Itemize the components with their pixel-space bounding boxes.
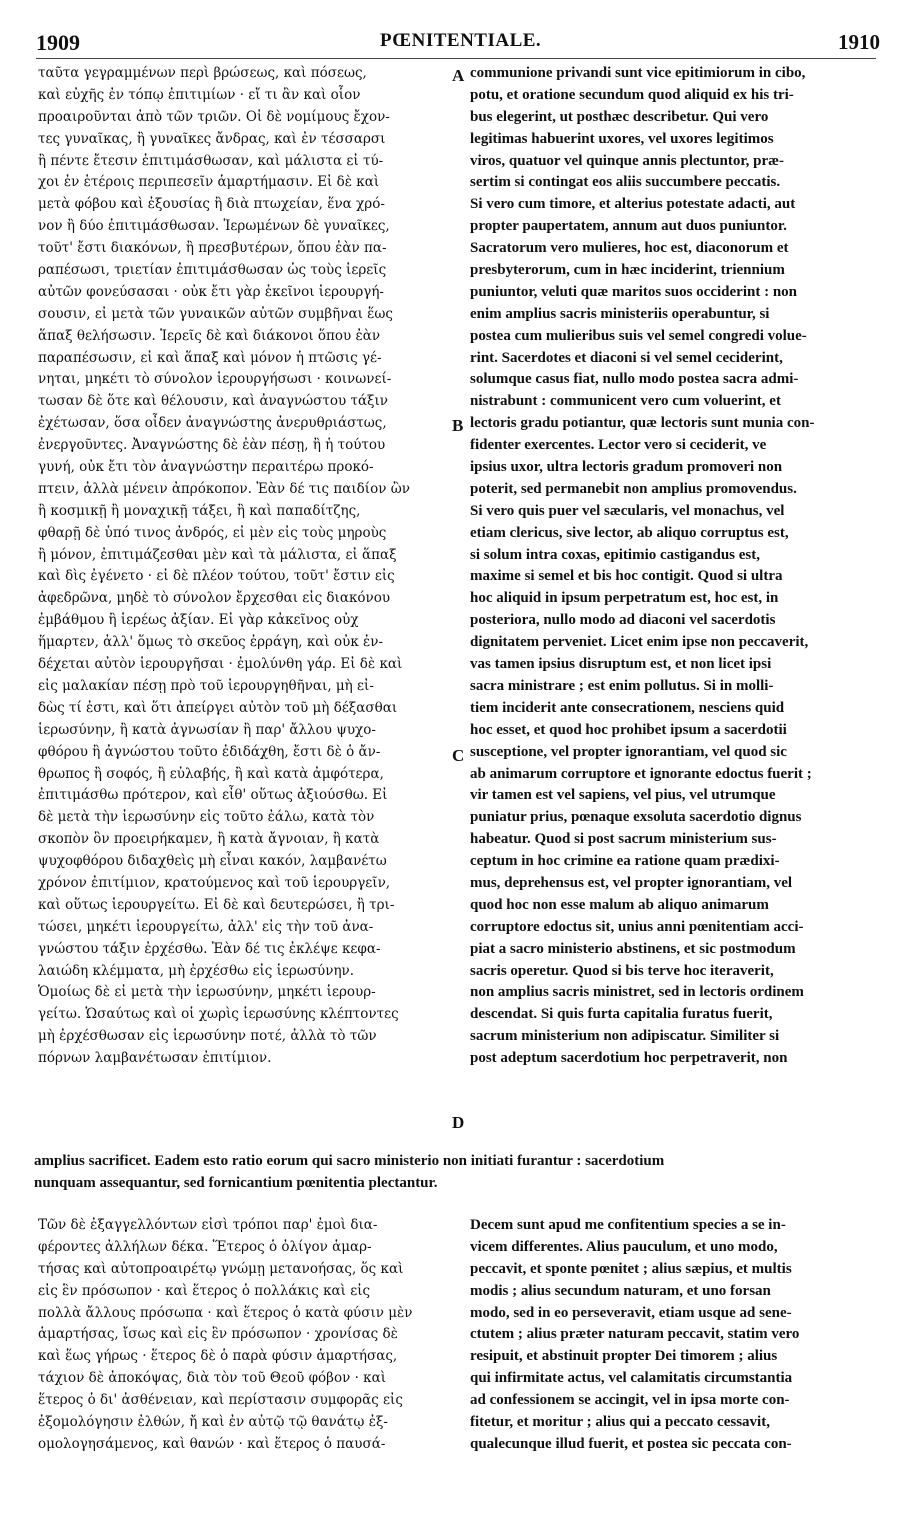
greek-line: ἱερωσύνην, ἢ κατὰ ἀγνωσίαν ἢ παρ' ἄλλου ψυχο- xyxy=(38,721,376,738)
latin-line: sacrum ministerium non adipiscatur. Similiter si xyxy=(470,1028,780,1045)
greek-line: ραπέσωσι, τριετίαν ἐπιτιμάσθωσαν ὡς τοὺς ἱερεῖς xyxy=(38,262,387,279)
greek-line: φθαρῇ δὲ ὑπό τινος ἀνδρός, εἰ μὲν εἰς τοὺς μηροὺς xyxy=(38,524,387,541)
greek-line: καὶ οὕτως ἱερουργείτω. Εἰ δὲ καὶ δευτερώσει, ἢ τρι- xyxy=(38,896,395,913)
latin-line: post adeptum sacerdotium hoc perpetraverit, non xyxy=(470,1050,788,1067)
latin-line: postea cum mulieribus suis vel semel congredi volue- xyxy=(470,327,807,344)
greek-line: ἐνεργοῦντες. Ἀναγνώστης δὲ ἐὰν πέσῃ, ἢ ἡ τούτου xyxy=(38,437,386,454)
greek-line: πολλὰ ἄλλους πρόσωπα · καὶ ἕτερος ὁ κατὰ φύσιν μὲν xyxy=(38,1304,413,1321)
latin-column-2 xyxy=(470,1215,880,1456)
greek-line: αὐτῶν φονεύσασαι · οὐκ ἔτι γὰρ ἐκεῖνοι ἱερουργή- xyxy=(38,283,384,300)
latin-line: fitetur, et moritur ; alius qui a peccato cessavit, xyxy=(470,1414,770,1431)
greek-line: Ὁμοίως δὲ εἰ μετὰ τὴν ἱερωσύνην, μηκέτι ἱερουρ- xyxy=(38,984,376,1001)
greek-column xyxy=(38,63,454,1070)
greek-line: πόρνων λαμβανέτωσαν ἐπιτίμιον. xyxy=(38,1050,272,1067)
latin-line: qualecunque illud fuerit, et postea sic peccata con- xyxy=(470,1435,792,1452)
latin-line: ceptum in hoc crimine ea ratione quam prædixi- xyxy=(470,853,780,870)
greek-line: ομολογησάμενος, καὶ θανών · καὶ ἕτερος ὁ παυσά- xyxy=(38,1435,386,1452)
greek-line: τήσας καὶ αὐτοπροαιρέτῳ γνώμῃ μετανοήσας, ὅς καὶ xyxy=(38,1260,404,1277)
greek-line: εἰς μαλακίαν πέσῃ πρὸ τοῦ ἱερουργηθῆναι, μὴ εἰ- xyxy=(38,677,374,694)
greek-line: ἥμαρτεν, ἀλλ' ὅμως τὸ σκεῦος ἐρράγη, καὶ οὐκ ἐν- xyxy=(38,634,384,651)
greek-line: ἕτερος ὁ δι' ἀσθένειαν, καὶ περίστασιν συμφορᾶς εἰς xyxy=(38,1392,403,1409)
greek-line: γνώστου τάξιν ἐρχέσθω. Ἐὰν δέ τις ἐκλέψε κεφα- xyxy=(38,940,381,957)
latin-line: vir tamen est vel sapiens, vel pius, vel utrumque xyxy=(470,787,776,804)
greek-line: νηται, μηκέτι τὸ σύνολον ἱερουργήσωσι · κοινωνεί- xyxy=(38,371,392,388)
full-width-line: amplius sacrificet. Eadem esto ratio eorum qui sacro ministerio non initiati furantur : sacerdotium xyxy=(34,1153,665,1169)
latin-line: vicem differentes. Alius pauculum, et uno modo, xyxy=(470,1238,778,1255)
latin-line: descendat. Si quis furta capitalia furatus fuerit, xyxy=(470,1006,773,1023)
latin-line: tiem inciderit ante consecrationem, nesciens quid xyxy=(470,699,785,716)
latin-line: hoc esset, et quod hoc prohibet ipsum a sacerdotii xyxy=(470,721,787,738)
latin-line: rint. Sacerdotes et diaconi si vel semel ceciderint, xyxy=(470,349,783,366)
greek-line: ἐξομολόγησιν ἐλθών, ἤ καὶ ἐν αὐτῷ τῷ θανάτῳ ἐξ- xyxy=(38,1414,388,1431)
latin-line: ad confessionem se accingit, vel in ipsa morte con- xyxy=(470,1392,790,1409)
latin-line: nistrabunt : communicent vero cum voluerint, et xyxy=(470,393,781,410)
header-rule xyxy=(36,58,876,59)
greek-line: τάχιον δὲ ἀποκόψας, διὰ τὸν τοῦ Θεοῦ φόβον · καὶ xyxy=(38,1370,387,1387)
latin-line: susceptione, vel propter ignorantiam, vel quod sic xyxy=(470,743,787,760)
greek-line: τοῦτ' ἔστι διακόνων, ἢ πρεσβυτέρων, ὅπου ἐὰν πα- xyxy=(38,240,387,257)
greek-line: σουσιν, εἰ μετὰ τῶν γυναικῶν αὐτῶν συμβῆναι ἕως xyxy=(38,305,393,322)
latin-line: potu, et oratione secundum quod aliquid ex his tri- xyxy=(470,86,794,103)
latin-line: enim amplius sacris ministeriis operabuntur, si xyxy=(470,305,770,322)
latin-line: resipuit, et abstinuit propter Dei timorem ; alius xyxy=(470,1348,778,1365)
full-width-line: nunquam assequantur, sed fornicantium pœnitentia plectantur. xyxy=(34,1174,438,1191)
greek-line: χρόνον ἐπιτίμιον, κρατούμενος καὶ τοῦ ἱερουργεῖν, xyxy=(38,874,391,891)
latin-line: sacris operetur. Quod si bis terve hoc iteraverit, xyxy=(470,962,774,979)
greek-line: ἐμβάθμου ἢ ἱερέως ἀξίαν. Εἰ γὰρ κἀκεῖνος οὐχ xyxy=(38,612,359,629)
greek-line: δὼς τί ἐστι, καὶ ὅτι ἀπείργει αὐτὸν τοῦ μὴ δέξασθαι xyxy=(38,699,398,716)
page-number-right: 1910 xyxy=(838,30,880,54)
greek-line: Τῶν δὲ ἐξαγγελλόντων εἰσὶ τρόποι παρ' ἐμοὶ δια- xyxy=(38,1217,378,1233)
latin-line: non amplius sacris ministret, sed in lectoris ordinem xyxy=(470,984,804,1001)
greek-line: ψυχοφθόρου διδαχθεὶς μὴ εἶναι κακόν, λαμβανέτω xyxy=(38,853,387,870)
latin-line: qui infirmitate actus, vel calamitatis circumstantia xyxy=(470,1370,793,1387)
greek-line: δέχεται αὐτὸν ἱερουργῆσαι · ἐμολύνθη γάρ. Εἰ δὲ καὶ xyxy=(38,656,403,673)
latin-line: communione privandi sunt vice epitimiorum in cibo, xyxy=(470,65,806,81)
greek-line: ἁμαρτήσας, ἴσως καὶ εἰς ἓν πρόσωπον · χρονίσας δὲ xyxy=(38,1326,398,1343)
latin-line: lectoris gradu potiantur, quæ lectoris sunt munia con- xyxy=(470,415,815,432)
latin-line: Decem sunt apud me confitentium species a se in- xyxy=(470,1217,786,1233)
full-width-text xyxy=(34,1151,884,1195)
greek-line: δὲ μετὰ τὴν ἱερωσύνην εἰς τοῦτο ἐάλω, κατὰ τὸν xyxy=(38,809,375,826)
latin-line: poterit, sed permanebit non amplius promovendus. xyxy=(470,480,797,497)
latin-line: dignitatem perveniet. Licet enim ipse non peccaverit, xyxy=(470,634,809,651)
greek-line: τωσαν δὲ ὅτε καὶ θέλουσιν, καὶ ἀναγνώστου τάξιν xyxy=(38,393,388,410)
latin-line: modis ; alius secundum naturam, et uno forsan xyxy=(470,1282,771,1299)
latin-line: peccavit, et sponte pœnitet ; alius sæpius, et multis xyxy=(470,1260,792,1277)
latin-line: corruptore edoctus sit, unius anni pœnitentiam acci- xyxy=(470,918,804,935)
latin-line: habeatur. Quod si post sacrum ministerium sus- xyxy=(470,831,777,848)
margin-letter-d: D xyxy=(452,1113,465,1132)
latin-line: hoc aliquid in ipsum perpetratum est, hoc est, in xyxy=(470,590,779,607)
page-number-left: 1909 xyxy=(36,30,80,55)
latin-column xyxy=(470,63,880,1070)
greek-line: ἐπιτιμάσθω πρότερον, καὶ εἶθ' οὕτως ἀξιούσθω. Εἰ xyxy=(38,787,388,804)
greek-column-2 xyxy=(38,1215,454,1456)
latin-line: Si vero quis puer vel sæcularis, vel monachus, vel xyxy=(470,502,785,519)
greek-line: ἀφεδρῶνα, μηδὲ τὸ σύνολον ἔρχεσθαι εἰς διακόνου xyxy=(38,590,391,607)
latin-line: ctutem ; alius præter naturam peccavit, statim vero xyxy=(470,1326,800,1343)
greek-line: ταῦτα γεγραμμένων περὶ βρώσεως, καὶ πόσεως, xyxy=(38,65,367,81)
margin-letter-c: C xyxy=(452,746,465,765)
margin-letter-a: A xyxy=(452,66,465,85)
latin-line: vas tamen ipsius disruptum est, et non licet ipsi xyxy=(470,656,772,673)
latin-line: solumque casus fiat, nullo modo postea sacra admi- xyxy=(470,371,799,388)
greek-line: μὴ ἐρχέσθωσαν εἰς ἱερωσύνην ποτέ, ἀλλὰ τὸ τῶν xyxy=(38,1028,377,1045)
latin-line: modo, sed in eo perseveravit, etiam usque ad sene- xyxy=(470,1304,792,1321)
latin-line: legitimas habuerint uxores, vel uxores legitimos xyxy=(470,130,774,147)
greek-line: ἅπαξ θελήσωσιν. Ἱερεῖς δὲ καὶ διάκονοι ὅπου ἐὰν xyxy=(38,327,381,344)
greek-line: τώσει, μηκέτι ἱερουργείτω, ἀλλ' εἰς τὴν τοῦ ἀνα- xyxy=(38,918,374,935)
greek-line: ἢ μόνον, ἐπιτιμάζεσθαι μὲν καὶ τὰ μάλιστα, εἰ ἅπαξ xyxy=(38,546,397,563)
latin-line: fidenter exercentes. Lector vero si ceciderit, ve xyxy=(470,437,767,454)
latin-line: posteriora, nullo modo ad diaconi vel sacerdotis xyxy=(470,612,776,629)
greek-line: παραπέσωσιν, εἰ καὶ ἅπαξ καὶ μόνον ἡ πτῶσις γέ- xyxy=(38,349,382,366)
greek-line: καὶ ἕως γήρως · ἕτερος δὲ ὁ παρὰ φύσιν ἁμαρτήσας, xyxy=(38,1348,398,1365)
greek-line: λαιώδη κλέμματα, μὴ ἐρχέσθω εἰς ἱερωσύνην. xyxy=(38,962,355,979)
latin-line: propter paupertatem, annum aut duos puniuntor. xyxy=(470,218,787,235)
greek-line: χοι ἐν ἑτέροις περιπεσεῖν ἁμαρτήμασιν. Εἰ δὲ καὶ xyxy=(38,174,380,191)
greek-line: καὶ εὐχῆς ἐν τόπῳ ἐπιτιμίων · εἴ τι ἂν καὶ οἷον xyxy=(38,86,361,103)
latin-line: maxime si semel et bis hoc contigit. Quod si ultra xyxy=(470,568,783,585)
greek-line: ἢ πέντε ἔτεσιν ἐπιτιμάσθωσαν, καὶ μάλιστα εἰ τύ- xyxy=(38,152,384,169)
latin-line: puniatur prius, pœnaque exsoluta sacerdotio dignus xyxy=(470,809,802,826)
greek-line: τες γυναῖκας, ἢ γυναῖκες ἄνδρας, καὶ ἐν τέσσαρσι xyxy=(38,130,386,147)
latin-line: Si vero cum timore, et alterius potestate adacti, aut xyxy=(470,196,796,213)
greek-line: πτειν, ἀλλὰ μένειν ἀπρόκοπον. Ἐὰν δέ τις παιδίον ὢν xyxy=(38,480,410,497)
latin-line: piat a sacro ministerio abstinens, et sic postmodum xyxy=(470,940,796,957)
latin-line: presbyterorum, cum in hæc inciderint, triennium xyxy=(470,262,785,279)
greek-line: καὶ δὶς ἐγένετο · εἰ δὲ πλέον τούτου, τοῦτ' ἔστιν εἰς xyxy=(38,568,395,585)
latin-line: etiam clericus, sive lector, ab aliquo corruptus est, xyxy=(470,524,789,541)
latin-line: puniuntor, veluti quæ maritos suos occiderint : non xyxy=(470,283,797,300)
latin-line: ipsius uxor, ultra lectoris gradum promoveri non xyxy=(470,459,783,476)
latin-line: viros, quatuor vel quinque annis plectuntor, præ- xyxy=(470,152,784,169)
greek-line: νον ἢ δύο ἐπιτιμάσθωσαν. Ἱερωμένων δὲ γυναῖκες, xyxy=(38,218,390,235)
greek-line: σκοπὸν ὃν προειρήκαμεν, ἢ κατὰ ἄγνοιαν, ἢ κατὰ xyxy=(38,831,380,848)
latin-line: sacra ministrare ; est enim pollutus. Si in molli- xyxy=(470,677,774,694)
greek-line: γυνή, οὐκ ἔτι τὸν ἀναγνώστην περαιτέρω προκό- xyxy=(38,459,374,476)
latin-line: quod hoc non esse malum ab aliquo animarum xyxy=(470,896,769,913)
latin-line: mus, deprehensus est, vel propter ignorantiam, vel xyxy=(470,874,793,891)
latin-line: sertim si contingat eos aliis succumbere peccatis. xyxy=(470,174,781,191)
greek-line: ἢ κοσμικῇ ἢ μοναχικῇ τάξει, ἢ καὶ παπαδίτζης, xyxy=(38,502,361,519)
latin-line: bus elegerint, ut posthæc describetur. Qui vero xyxy=(470,108,769,125)
greek-line: μετὰ φόβου καὶ ἐξουσίας ἢ διὰ πτωχείαν, ἕνα χρό- xyxy=(38,196,385,213)
greek-line: φέροντες ἀλλήλων δέκα. Ἕτερος ὁ ὀλίγον ἁμαρ- xyxy=(38,1238,372,1255)
running-title: PŒNITENTIALE. xyxy=(380,30,542,51)
latin-line: si solum intra coxas, epitimio castigandus est, xyxy=(470,546,761,563)
greek-line: ἐχέτωσαν, ὅσα οἶδεν ἀναγνώστης ἀνερυθριάστως, xyxy=(38,415,387,432)
latin-line: Sacratorum vero mulieres, hoc est, diaconorum et xyxy=(470,240,789,257)
greek-line: προαιροῦνται ἀπὸ τῶν τριῶν. Οἱ δὲ νομίμους ἔχον- xyxy=(38,108,390,125)
greek-line: εἰς ἓν πρόσωπον · καὶ ἕτερος ὁ πολλάκις καὶ εἰς xyxy=(38,1282,371,1299)
greek-line: γείτω. Ὡσαύτως καὶ οἱ χωρὶς ἱερωσύνης κλέπτοντες xyxy=(38,1006,399,1023)
margin-letter-b: B xyxy=(452,416,464,435)
greek-line: θρωπος ἢ σοφός, ἢ εὐλαβής, ἢ καὶ κατὰ ἀμφότερα, xyxy=(38,765,384,782)
greek-line: φθόρου ἢ ἀγνώστου τοῦτο ἐδιδάχθη, ἔστι δὲ ὁ ἄν- xyxy=(38,743,381,760)
latin-line: ab animarum corruptore et ignorante edoctus fuerit ; xyxy=(470,765,812,782)
